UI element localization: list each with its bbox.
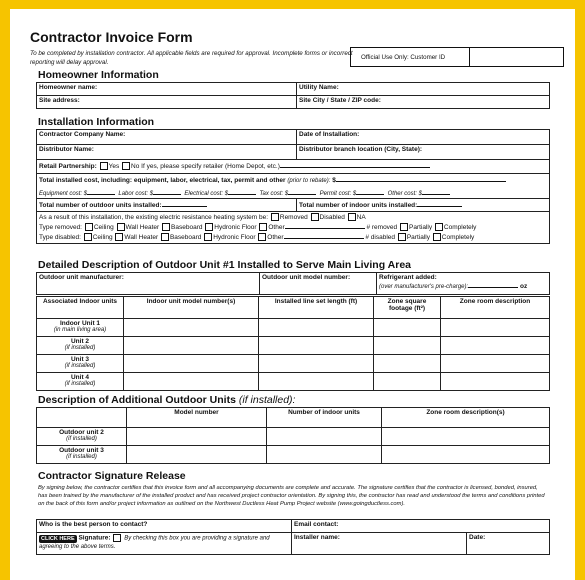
unit1-info-table [36, 272, 550, 295]
col-indoor-units: Number of indoor units [267, 408, 382, 428]
unit1-grid [36, 296, 550, 391]
cell-input[interactable] [441, 355, 550, 373]
removed-checkbox[interactable] [271, 213, 279, 221]
additional-units-table [36, 407, 550, 464]
cell-input[interactable] [441, 373, 550, 391]
table-row: Outdoor unit 2 (if installed) [37, 428, 550, 446]
labor-cost-input[interactable] [153, 188, 181, 195]
invoice-sheet [10, 9, 575, 580]
cell-input[interactable] [441, 337, 550, 355]
cell-input[interactable] [127, 446, 267, 464]
disabled-other-checkbox[interactable] [258, 233, 266, 241]
other-cost-input[interactable] [422, 188, 450, 195]
cell-input[interactable] [124, 355, 259, 373]
disabled-baseboard-checkbox[interactable] [161, 233, 169, 241]
removed-wall-checkbox[interactable] [117, 223, 125, 231]
removed-baseboard-checkbox[interactable] [162, 223, 170, 231]
homeowner-table [36, 82, 550, 109]
refrigerant-field[interactable]: Refrigerant added: (over manufacturer's pre-charge): oz [377, 273, 550, 295]
model-number-field[interactable]: Outdoor unit model number: [260, 273, 377, 295]
equipment-cost-input[interactable] [87, 188, 115, 195]
total-cost-row: Total installed cost, including: equipment, labor, electrical, tax, permit and other (prior to rebate): $ Equipment cost: $ Labor cost: $ Electrical cost: $ Tax cost: $ Permit cost: $ Other cost: $ [37, 174, 550, 199]
col-model-number: Model number [127, 408, 267, 428]
removed-ceiling-checkbox[interactable] [85, 223, 93, 231]
disabled-checkbox[interactable] [311, 213, 319, 221]
electrical-cost-input[interactable] [228, 188, 256, 195]
removed-completely-checkbox[interactable] [435, 223, 443, 231]
cell-input[interactable] [259, 355, 374, 373]
col-lineset: Installed line set length (ft) [259, 297, 374, 319]
utility-name-field[interactable]: Utility Name: [297, 83, 550, 96]
col-sqft: Zone square footage (ft²) [374, 297, 441, 319]
col-associated: Associated Indoor units [37, 297, 124, 319]
additional-heading: Description of Additional Outdoor Units (if installed): [38, 394, 296, 406]
distributor-branch-field[interactable]: Distributor branch location (City, State): [297, 145, 550, 160]
disabled-completely-checkbox[interactable] [433, 233, 441, 241]
release-text: By signing below, the contractor certifies that this invoice form and all accompanying documents are complete and accurate. The signature certifies that the contractor is licensed, bonded, insured, has been trained by the manufacturer of the installed product and has received project contractor orientation. By signing this, the contractor has read and understood the terms and conditions printed on the back of this form and/or project information as outlined on the Northwest Ductless Heat Pump Project website (www.goingductless.com). [38, 485, 545, 507]
cell-input[interactable] [441, 319, 550, 337]
email-field[interactable]: Email contact: [292, 520, 550, 533]
indoor-units-field[interactable]: Total number of indoor units installed: [297, 199, 550, 212]
signature-cell: CLICK HERE Signature: By checking this box you are providing a signature and agreeing to the above terms. [37, 533, 292, 555]
col-model: Indoor unit model number(s) [124, 297, 259, 319]
site-city-field[interactable]: Site City / State / ZIP code: [297, 96, 550, 109]
cell-input[interactable] [259, 373, 374, 391]
date-field[interactable]: Date: [467, 533, 550, 555]
table-row: Outdoor unit 3 (if installed) [37, 446, 550, 464]
retail-yes-checkbox[interactable] [100, 162, 108, 170]
col-zone-descriptions: Zone room description(s) [382, 408, 550, 428]
removed-other-checkbox[interactable] [259, 223, 267, 231]
homeowner-name-field[interactable]: Homeowner name: [37, 83, 297, 96]
existing-heating-row: As a result of this installation, the existing electric resistance heating system be: Removed Disabled NA Type removed: Ceiling Wall Heater Baseboard Hydronic Floor Other # removed Partially Completely Type disabled: Ceiling Wall Heater Baseboard Hydronic Floor Other # disabled Partially Completely [37, 212, 550, 244]
company-name-field[interactable]: Contractor Company Name: [37, 130, 297, 145]
installation-heading: Installation Information [38, 116, 155, 128]
installation-table [36, 129, 550, 244]
cell-input[interactable] [124, 319, 259, 337]
installer-name-field[interactable]: Installer name: [292, 533, 467, 555]
signature-table [36, 519, 550, 555]
manufacturer-field[interactable]: Outdoor unit manufacturer: [37, 273, 260, 295]
outdoor-units-field[interactable]: Total number of outdoor units installed: [37, 199, 297, 212]
cell-input[interactable] [267, 428, 382, 446]
disabled-wall-checkbox[interactable] [115, 233, 123, 241]
homeowner-heading: Homeowner Information [38, 69, 159, 81]
table-row: Unit 2 (if installed) [37, 337, 550, 355]
site-address-field[interactable]: Site address: [37, 96, 297, 109]
install-date-field[interactable]: Date of Installation: [297, 130, 550, 145]
distributor-name-field[interactable]: Distributor Name: [37, 145, 297, 160]
cell-input[interactable] [124, 373, 259, 391]
customer-id-field[interactable] [470, 47, 564, 67]
contact-field[interactable]: Who is the best person to contact? [37, 520, 292, 533]
official-use-label: Official Use Only: Customer ID [350, 47, 470, 67]
retail-partnership-row: Retail Partnership: Yes No If yes, please specify retailer (Home Depot, etc.) [37, 160, 550, 174]
cell-input[interactable] [374, 319, 441, 337]
disabled-hydronic-checkbox[interactable] [204, 233, 212, 241]
tax-cost-input[interactable] [288, 188, 316, 195]
cell-input[interactable] [127, 428, 267, 446]
removed-partially-checkbox[interactable] [400, 223, 408, 231]
disabled-partially-checkbox[interactable] [398, 233, 406, 241]
removed-hydronic-checkbox[interactable] [205, 223, 213, 231]
total-cost-input[interactable] [336, 175, 506, 182]
cell-input[interactable] [259, 319, 374, 337]
table-row: Unit 4 (if installed) [37, 373, 550, 391]
table-row: Unit 3 (if installed) [37, 355, 550, 373]
cell-input[interactable] [374, 337, 441, 355]
retail-no-checkbox[interactable] [122, 162, 130, 170]
cell-input[interactable] [259, 337, 374, 355]
retailer-input[interactable] [280, 161, 430, 168]
cell-input[interactable] [374, 373, 441, 391]
click-here-button[interactable]: CLICK HERE [41, 535, 75, 542]
cell-input[interactable] [382, 428, 550, 446]
cell-input[interactable] [382, 446, 550, 464]
form-title: Contractor Invoice Form [30, 29, 193, 45]
col-zone: Zone room description [441, 297, 550, 319]
signature-heading: Contractor Signature Release [38, 470, 186, 482]
permit-cost-input[interactable] [356, 188, 384, 195]
signature-checkbox[interactable] [113, 534, 121, 542]
cell-input[interactable] [267, 446, 382, 464]
cell-input[interactable] [374, 355, 441, 373]
form-note: To be completed by installation contractor. All applicable fields are required for approval. Incomplete forms or incorrect reporting will delay approval. [30, 50, 353, 66]
unit1-heading: Detailed Description of Outdoor Unit #1 Installed to Serve Main Living Area [38, 259, 412, 271]
disabled-ceiling-checkbox[interactable] [84, 233, 92, 241]
table-row: Indoor Unit 1 (in main living area) [37, 319, 550, 337]
na-checkbox[interactable] [348, 213, 356, 221]
cell-input[interactable] [124, 337, 259, 355]
